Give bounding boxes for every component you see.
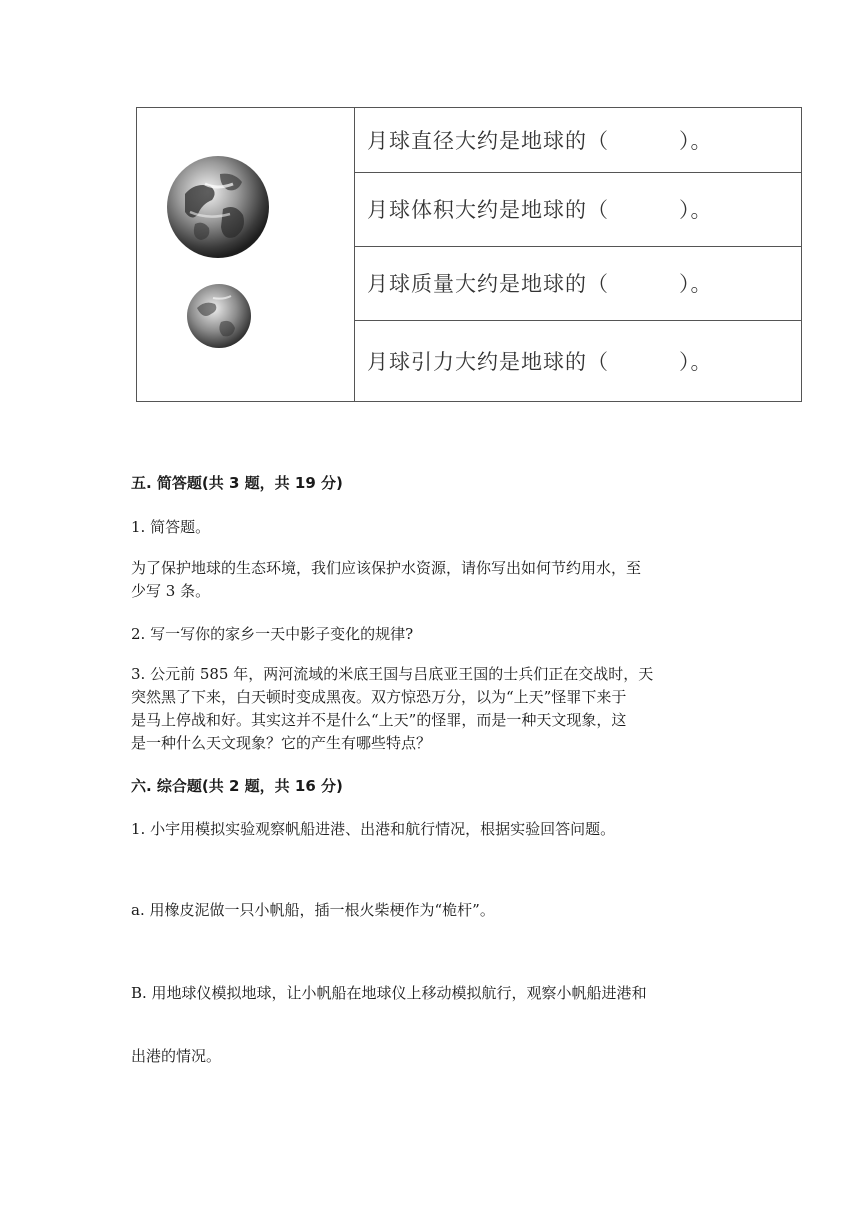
- answer-blank-end: ）。: [679, 129, 713, 153]
- question-1-text-line: 为了保护地球的生态环境，我们应该保护水资源，请你写出如何节约用水，至: [131, 559, 642, 577]
- moon-earth-table: [136, 107, 802, 402]
- question-3-text-line: 是一种什么天文现象？它的产生有哪些特点？: [131, 734, 432, 752]
- question-3-text-line: 突然黑了下来，白天顿时变成黑夜。双方惊恐万分，以为“上天”怪罪下来于: [131, 688, 627, 706]
- question-column: [355, 108, 801, 401]
- table-row: [355, 321, 801, 401]
- table-row: [355, 247, 801, 319]
- row-text: 月球直径大约是地球的（: [367, 129, 609, 153]
- step-b-text-line: B. 用地球仪模拟地球，让小帆船在地球仪上移动模拟航行，观察小帆船进港和: [131, 984, 647, 1002]
- section-5-heading: 五. 简答题(共 3 题，共 19 分): [131, 474, 343, 492]
- step-b-text-line: 出港的情况。: [131, 1047, 222, 1065]
- question-1-text: 1. 小宇用模拟实验观察帆船进港、出港和航行情况，根据实验回答问题。: [131, 820, 616, 838]
- question-1-text-line: 少写 3 条。: [131, 582, 211, 600]
- row-text: 月球质量大约是地球的（: [367, 272, 609, 296]
- step-a-text: a. 用橡皮泥做一只小帆船，插一根火柴梗作为“桅杆”。: [131, 901, 495, 919]
- question-3-text-line: 是马上停战和好。其实这并不是什么“上天”的怪罪，而是一种天文现象，这: [131, 711, 627, 729]
- section-6-heading: 六. 综合题(共 2 题，共 16 分): [131, 777, 343, 795]
- earth-moon-image-cell: [137, 108, 355, 401]
- table-row: [355, 108, 801, 172]
- moon-image: [185, 282, 253, 350]
- question-2-text: 2. 写一写你的家乡一天中影子变化的规律?: [131, 625, 414, 643]
- table-row: [355, 173, 801, 245]
- row-text: 月球引力大约是地球的（: [367, 350, 609, 374]
- answer-blank-end: ）。: [679, 272, 713, 296]
- row-text: 月球体积大约是地球的（: [367, 198, 609, 222]
- earth-image: [165, 154, 271, 260]
- question-3-text-line: 3. 公元前 585 年，两河流域的米底王国与吕底亚王国的士兵们正在交战时，天: [131, 665, 654, 683]
- answer-blank-end: ）。: [679, 350, 713, 374]
- answer-blank-end: ）。: [679, 198, 713, 222]
- question-1-title: 1. 简答题。: [131, 518, 211, 536]
